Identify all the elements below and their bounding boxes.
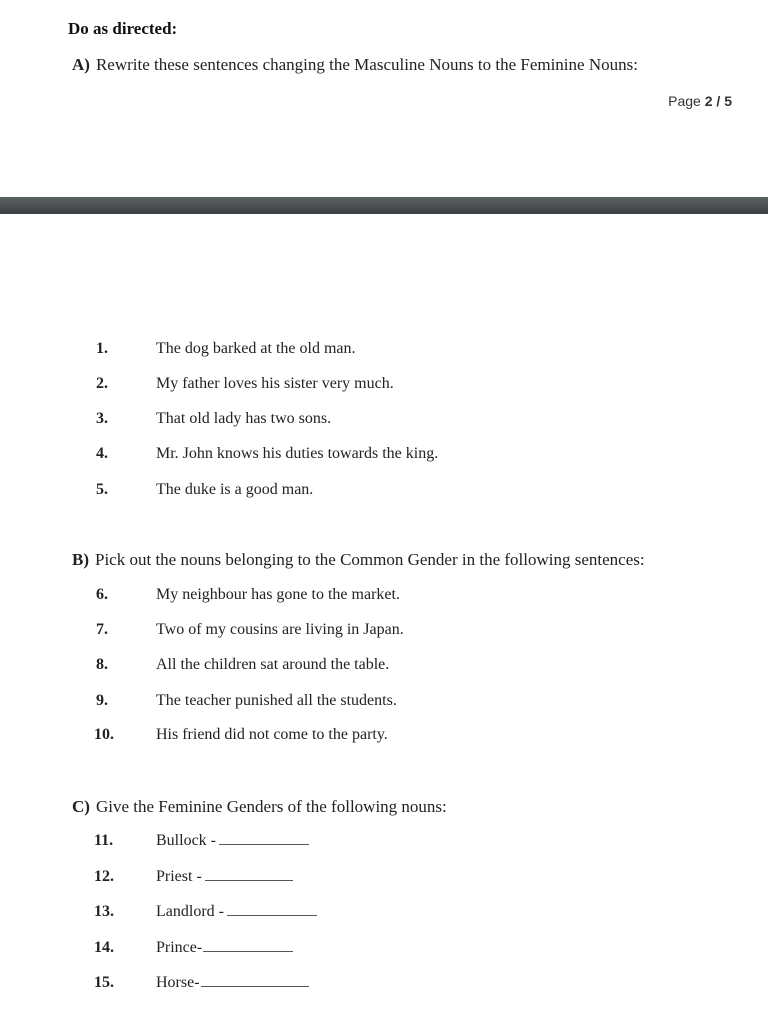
noun-label: Priest - bbox=[156, 868, 202, 885]
question-text: His friend did not come to the party. bbox=[156, 726, 388, 743]
section-c-title bbox=[72, 797, 447, 817]
question-number: 3. bbox=[96, 410, 108, 427]
question-text: Two of my cousins are living in Japan. bbox=[156, 621, 404, 638]
page-break-divider bbox=[0, 197, 768, 214]
question-text: My neighbour has gone to the market. bbox=[156, 586, 400, 603]
question-text: All the children sat around the table. bbox=[156, 656, 390, 673]
answer-blank bbox=[201, 974, 309, 987]
question-text: My father loves his sister very much. bbox=[156, 375, 394, 392]
question-text bbox=[156, 939, 293, 957]
question-number: 1. bbox=[96, 340, 108, 357]
question-number: 9. bbox=[96, 692, 108, 709]
question-number: 13. bbox=[94, 903, 114, 920]
question-text: Mr. John knows his duties towards the king. bbox=[156, 445, 439, 462]
noun-label: Bullock - bbox=[156, 832, 216, 849]
question-text: The teacher punished all the students. bbox=[156, 692, 397, 709]
section-a-letter: A) bbox=[72, 55, 90, 74]
question-text bbox=[156, 868, 293, 886]
page-indicator bbox=[668, 93, 732, 109]
answer-blank bbox=[203, 939, 293, 952]
question-number: 5. bbox=[96, 481, 108, 498]
question-number: 2. bbox=[96, 375, 108, 392]
question-number: 15. bbox=[94, 974, 114, 991]
question-text bbox=[156, 832, 309, 850]
section-a-title bbox=[72, 55, 638, 75]
section-b-letter: B) bbox=[72, 550, 89, 569]
noun-label: Horse- bbox=[156, 974, 200, 991]
question-number: 12. bbox=[94, 868, 114, 885]
question-number: 8. bbox=[96, 656, 108, 673]
answer-blank bbox=[227, 903, 317, 916]
page-label: Page bbox=[668, 93, 701, 109]
section-c-instruction: Give the Feminine Genders of the following nouns: bbox=[95, 797, 447, 816]
page-separator: / bbox=[716, 93, 721, 109]
section-c-letter: C) bbox=[72, 797, 90, 816]
question-text: That old lady has two sons. bbox=[156, 410, 332, 427]
question-text bbox=[156, 974, 309, 992]
answer-blank bbox=[219, 832, 309, 845]
current-page: 2 bbox=[704, 93, 713, 109]
noun-label: Landlord - bbox=[156, 903, 224, 920]
question-number: 10. bbox=[94, 726, 114, 743]
page-heading: Do as directed: bbox=[68, 19, 178, 38]
question-number: 4. bbox=[96, 445, 108, 462]
section-b-instruction: Pick out the nouns belonging to the Common Gender in the following sentences: bbox=[95, 550, 645, 569]
question-text bbox=[156, 903, 317, 921]
noun-label: Prince- bbox=[156, 939, 203, 956]
question-number: 6. bbox=[96, 586, 108, 603]
question-number: 7. bbox=[96, 621, 108, 638]
question-number: 11. bbox=[94, 832, 114, 849]
total-pages: 5 bbox=[724, 93, 732, 109]
question-text: The dog barked at the old man. bbox=[156, 340, 356, 357]
question-text: The duke is a good man. bbox=[156, 481, 314, 498]
answer-blank bbox=[205, 868, 293, 881]
section-a-instruction: Rewrite these sentences changing the Masculine Nouns to the Feminine Nouns: bbox=[95, 55, 638, 74]
question-number: 14. bbox=[94, 939, 114, 956]
section-b-title bbox=[72, 550, 645, 570]
